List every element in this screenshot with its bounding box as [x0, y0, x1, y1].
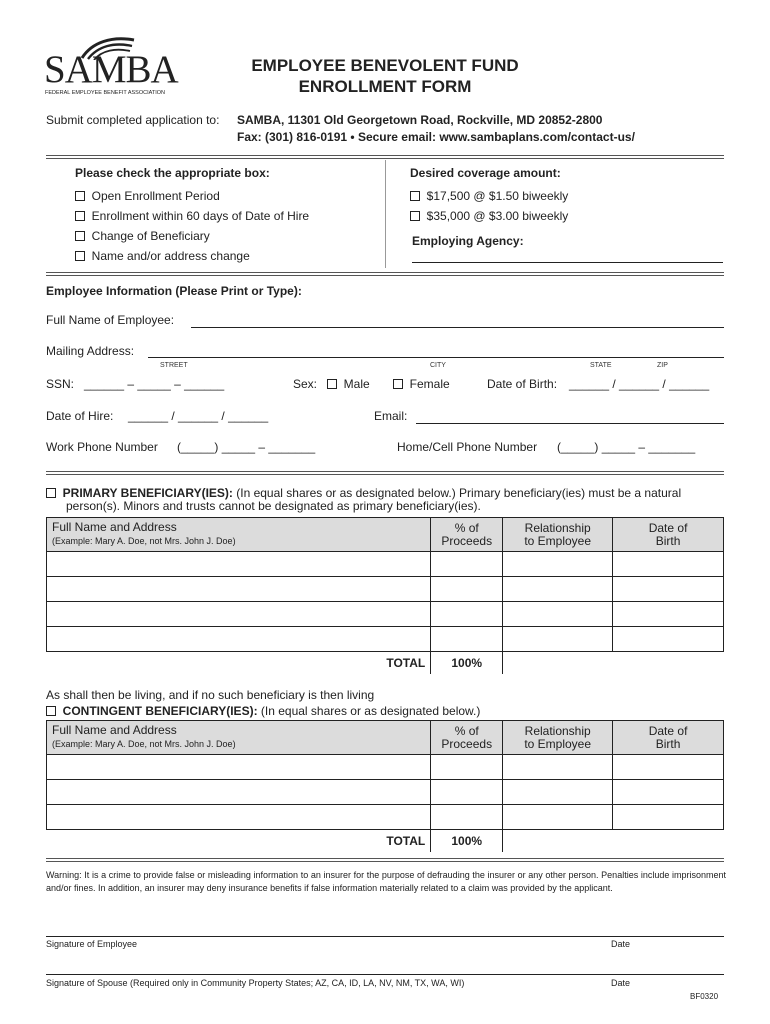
table-row — [47, 805, 724, 830]
table-header-row — [47, 518, 724, 552]
cell-input[interactable] — [47, 627, 431, 652]
warning-text: Warning: It is a crime to provide false or misleading information to an insurer for the purpose of defrauding the insurer or any other person. Penalties include imprisonment and/or fines. In addition, an insurer may deny insurance benefits if false information materially related to a claim was provided by the applicant. — [46, 870, 726, 893]
employee-signature-field[interactable] — [46, 936, 724, 937]
cell-input[interactable] — [613, 780, 724, 805]
home-phone-label: Home/Cell Phone Number — [397, 440, 538, 454]
form-title-line2: ENROLLMENT FORM — [298, 77, 472, 96]
spouse-date-label: Date — [611, 978, 631, 988]
checkbox[interactable] — [327, 379, 337, 389]
form-code: BF0320 — [690, 992, 719, 1001]
street-sublabel: STREET — [160, 362, 188, 369]
total-empty — [503, 652, 613, 674]
coverage-option-label: $17,500 @ $1.50 biweekly — [426, 189, 569, 203]
cell-input[interactable] — [431, 627, 503, 652]
checkbox[interactable] — [75, 211, 85, 221]
total-empty — [613, 652, 724, 674]
contingent-beneficiary-table — [46, 720, 724, 852]
full-name-label: Full Name of Employee: — [46, 313, 175, 327]
col-dob-line2: Birth — [655, 533, 681, 548]
cell-input[interactable] — [613, 577, 724, 602]
col-proceeds-line2: Proceeds — [441, 533, 493, 548]
col-full-name — [47, 518, 431, 552]
coverage-option-label: $35,000 @ $3.00 biweekly — [426, 209, 569, 223]
col-proceeds-line1: % of — [454, 723, 479, 738]
check-option-label: Enrollment within 60 days of Date of Hire — [91, 209, 310, 223]
col-relationship-line2: to Employee — [524, 736, 592, 751]
cell-input[interactable] — [47, 602, 431, 627]
col-relationship-line1: Relationship — [524, 723, 591, 738]
checkbox[interactable] — [393, 379, 403, 389]
email-field[interactable] — [416, 423, 724, 424]
col-full-name-label: Full Name and Address — [52, 723, 177, 737]
ssn-label: SSN: — [46, 377, 75, 391]
total-empty — [503, 830, 613, 852]
col-relationship — [503, 518, 613, 552]
mailing-address-field[interactable] — [148, 357, 724, 358]
col-relationship-line2: to Employee — [524, 533, 592, 548]
cell-input[interactable] — [613, 602, 724, 627]
cell-input[interactable] — [613, 805, 724, 830]
table-header-row — [47, 721, 724, 755]
employee-signature-label: Signature of Employee — [46, 939, 138, 949]
sex-female-option[interactable] — [393, 377, 450, 391]
table-row — [47, 602, 724, 627]
column-divider — [385, 160, 386, 268]
col-full-name-example: (Example: Mary A. Doe, not Mrs. John J. Doe) — [52, 536, 236, 546]
cell-input[interactable] — [431, 805, 503, 830]
cell-input[interactable] — [431, 577, 503, 602]
total-label: TOTAL — [47, 830, 431, 852]
col-dob-line1: Date of — [648, 723, 688, 738]
cell-input[interactable] — [47, 805, 431, 830]
sex-male-option[interactable] — [327, 377, 370, 391]
table-row — [47, 780, 724, 805]
col-full-name-label: Full Name and Address — [52, 520, 177, 534]
col-dob-line1: Date of — [648, 520, 688, 535]
table-row — [47, 755, 724, 780]
cell-input[interactable] — [431, 755, 503, 780]
col-relationship-line1: Relationship — [524, 520, 591, 535]
checkbox[interactable] — [75, 251, 85, 261]
home-phone-field[interactable]: (_____) _____ – _______ — [557, 440, 696, 454]
zip-sublabel: ZIP — [657, 362, 668, 369]
spouse-signature-field[interactable] — [46, 974, 724, 975]
check-option-label: Change of Beneficiary — [91, 229, 210, 243]
submit-contact: Fax: (301) 816-0191 • Secure email: www.sambaplans.com/contact-us/ — [237, 130, 635, 144]
cell-input[interactable] — [47, 552, 431, 577]
form-title — [200, 55, 570, 97]
total-label: TOTAL — [47, 652, 431, 674]
employee-info-heading: Employee Information (Please Print or Type): — [46, 284, 302, 298]
state-sublabel: STATE — [590, 362, 612, 369]
check-option-name-address-change[interactable] — [75, 246, 309, 266]
total-percent: 100% — [431, 652, 503, 674]
city-sublabel: CITY — [430, 362, 446, 369]
col-dob — [613, 721, 724, 755]
spouse-signature-label: Signature of Spouse (Required only in Community Property States; AZ, CA, ID, LA, NV, NM, TX, WA, WI) — [46, 978, 465, 988]
col-full-name — [47, 721, 431, 755]
check-option-list — [75, 186, 309, 266]
col-proceeds-line2: Proceeds — [441, 736, 493, 751]
date-of-hire-label: Date of Hire: — [46, 409, 114, 423]
employee-date-label: Date — [611, 939, 631, 949]
checkbox[interactable] — [75, 191, 85, 201]
cell-input[interactable] — [503, 577, 613, 602]
dob-label: Date of Birth: — [487, 377, 558, 391]
primary-beneficiary-heading — [46, 487, 726, 513]
check-heading: Please check the appropriate box: — [75, 166, 270, 180]
full-name-field[interactable] — [191, 327, 724, 328]
logo-tagline: FEDERAL EMPLOYEE BENEFIT ASSOCIATION — [45, 90, 166, 96]
total-empty — [613, 830, 724, 852]
cell-input[interactable] — [431, 552, 503, 577]
primary-beneficiary-checkbox[interactable] — [46, 488, 56, 498]
divider-2 — [46, 272, 724, 276]
sex-male-label: Male — [343, 377, 370, 391]
primary-text-2: person(s). Minors and trusts cannot be designated as primary beneficiary(ies). — [66, 499, 481, 513]
divider-top — [46, 155, 724, 159]
cell-input[interactable] — [431, 780, 503, 805]
checkbox[interactable] — [410, 211, 420, 221]
total-row — [47, 652, 724, 674]
total-percent: 100% — [431, 830, 503, 852]
table-row — [47, 627, 724, 652]
mailing-address-label: Mailing Address: — [46, 344, 135, 358]
submit-address: SAMBA, 11301 Old Georgetown Road, Rockville, MD 20852-2800 — [237, 113, 603, 127]
submit-label: Submit completed application to: — [46, 113, 220, 127]
sex-label: Sex: — [293, 377, 318, 391]
col-full-name-example: (Example: Mary A. Doe, not Mrs. John J. Doe) — [52, 739, 236, 749]
contingent-label: CONTINGENT BENEFICIARY(IES): — [62, 704, 258, 718]
contingent-intro: As shall then be living, and if no such beneficiary is then living — [46, 688, 375, 702]
col-dob — [613, 518, 724, 552]
work-phone-label: Work Phone Number — [46, 440, 158, 454]
work-phone-field[interactable]: (_____) _____ – _______ — [177, 440, 316, 454]
checkbox[interactable] — [75, 231, 85, 241]
sex-female-label: Female — [409, 377, 450, 391]
contingent-beneficiary-heading — [46, 704, 480, 718]
employing-agency-field[interactable] — [412, 262, 723, 263]
form-title-line1: EMPLOYEE BENEVOLENT FUND — [251, 56, 519, 75]
cell-input[interactable] — [613, 552, 724, 577]
employing-agency-label: Employing Agency: — [412, 234, 524, 248]
col-proceeds-line1: % of — [454, 520, 479, 535]
primary-label: PRIMARY BENEFICIARY(IES): — [62, 486, 233, 500]
ssn-field[interactable]: ______ – _____ – ______ — [84, 377, 225, 391]
table-row — [47, 577, 724, 602]
logo-wordmark: SAMBA — [44, 48, 178, 91]
cell-input[interactable] — [47, 577, 431, 602]
check-option-label: Name and/or address change — [91, 249, 250, 263]
cell-input[interactable] — [503, 780, 613, 805]
col-relationship — [503, 721, 613, 755]
col-dob-line2: Birth — [655, 736, 681, 751]
divider-3 — [46, 471, 724, 475]
date-of-hire-field[interactable]: ______ / ______ / ______ — [128, 409, 269, 423]
cell-input[interactable] — [503, 755, 613, 780]
cell-input[interactable] — [503, 602, 613, 627]
cell-input[interactable] — [47, 755, 431, 780]
check-option-open-enrollment[interactable] — [75, 186, 309, 206]
coverage-heading: Desired coverage amount: — [410, 166, 561, 180]
coverage-option-list — [410, 186, 568, 226]
col-proceeds — [431, 721, 503, 755]
cell-input[interactable] — [431, 602, 503, 627]
cell-input[interactable] — [613, 627, 724, 652]
table-row — [47, 552, 724, 577]
email-label: Email: — [374, 409, 408, 423]
cell-input[interactable] — [503, 805, 613, 830]
cell-input[interactable] — [47, 780, 431, 805]
cell-input[interactable] — [503, 627, 613, 652]
contingent-text: (In equal shares or as designated below.) — [257, 704, 481, 718]
col-proceeds — [431, 518, 503, 552]
samba-logo — [44, 34, 178, 98]
coverage-option-17500[interactable] — [410, 186, 568, 206]
check-option-label: Open Enrollment Period — [91, 189, 220, 203]
coverage-option-35000[interactable] — [410, 206, 568, 226]
check-option-within-60-days[interactable] — [75, 206, 309, 226]
checkbox[interactable] — [410, 191, 420, 201]
divider-4 — [46, 858, 724, 862]
contingent-beneficiary-checkbox[interactable] — [46, 706, 56, 716]
primary-text: (In equal shares or as designated below.) Primary beneficiary(ies) must be a natural — [232, 486, 682, 500]
primary-beneficiary-table — [46, 517, 724, 674]
dob-field[interactable]: ______ / ______ / ______ — [569, 377, 710, 391]
cell-input[interactable] — [503, 552, 613, 577]
cell-input[interactable] — [613, 755, 724, 780]
total-row — [47, 830, 724, 852]
check-option-change-beneficiary[interactable] — [75, 226, 309, 246]
